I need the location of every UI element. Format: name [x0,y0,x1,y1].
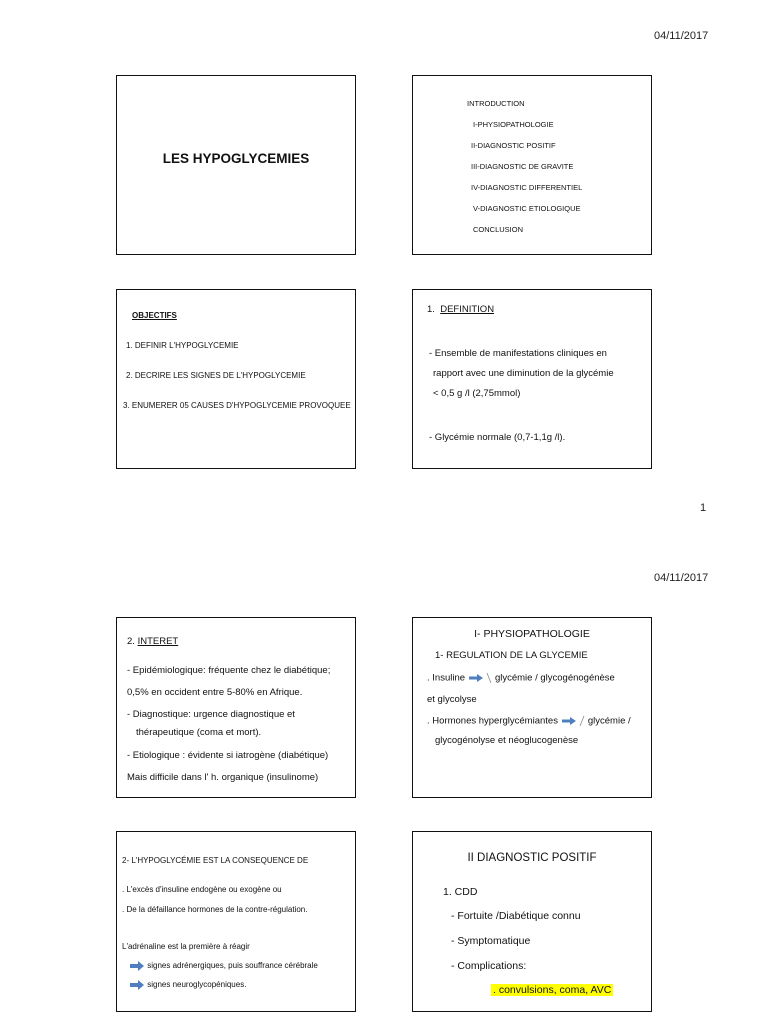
slide-interet [116,617,356,798]
physio-heading: I- PHYSIOPATHOLOGIE [474,628,590,640]
slide-physiopathologie [412,617,652,798]
interet-number: 2. [127,636,135,647]
physio-insulin-cont: et glycolyse [427,694,477,705]
bullet-text: signes adrénergiques, puis souffrance cérébrale [147,961,318,971]
objectif-item: 3. ENUMERER 05 CAUSES D'HYPOGLYCEMIE PROVOQUEE [123,401,351,410]
outline-item: V-DIAGNOSTIC ETIOLOGIQUE [473,204,581,213]
slide-definition [412,289,652,469]
slide-diagnostic-positif [412,831,652,1012]
interet-line: thérapeutique (coma et mort). [136,727,262,738]
page-date: 04/11/2017 [654,30,709,42]
diagnostic-highlight [491,984,613,997]
diagnostic-item: 1. CDD [443,886,478,898]
arrow-right-icon [129,960,145,972]
interet-line: - Epidémiologique: fréquente chez le diabétique; [127,665,331,676]
diagnostic-item: - Complications: [451,960,527,972]
interet-line: - Diagnostique: urgence diagnostique et [127,709,295,720]
physio-insulin-line [427,672,615,684]
slide-consequence [116,831,356,1012]
insulin-label: . Insuline [427,672,466,684]
consequence-line: L'adrénaline est la première à réagir [122,942,250,951]
physio-hormones-line [427,715,631,727]
definition-number: 1. [427,304,435,315]
physio-hormones-cont: glycogénolyse et néoglucogenèse [435,735,579,746]
slide-title [116,75,356,255]
bullet-text: signes neuroglycopéniques. [147,980,247,990]
objectif-item: 1. DEFINIR L'HYPOGLYCEMIE [126,341,239,350]
consequence-heading: 2- L'HYPOGLYCÉMIE EST LA CONSEQUENCE DE [122,856,309,865]
definition-heading [427,304,494,315]
interet-line: 0,5% en occident entre 5-80% en Afrique. [127,687,303,698]
arrow-right-icon [468,673,484,683]
diagnostic-heading: II DIAGNOSTIC POSITIF [467,852,597,864]
outline-item: CONCLUSION [473,225,524,234]
arrow-right-icon [129,979,145,991]
objectifs-heading: OBJECTIFS [132,311,177,320]
interet-line: Mais difficile dans l' h. organique (insulinome) [127,772,319,783]
decrease-icon [486,672,492,684]
definition-title: DEFINITION [440,304,495,315]
definition-line: rapport avec une diminution de la glycémie [433,368,614,379]
hormones-label: . Hormones hyperglycémiantes [427,715,558,727]
outline-item: III-DIAGNOSTIC DE GRAVITE [471,162,574,171]
outline-item: INTRODUCTION [467,99,525,108]
slide-outline [412,75,652,255]
diagnostic-item: - Symptomatique [451,935,531,947]
definition-line: - Ensemble de manifestations cliniques en [429,348,607,359]
hormones-text: glycémie / [587,715,631,727]
insulin-text: glycémie / glycogénogénèse [494,672,615,684]
arrow-right-icon [561,716,577,726]
consequence-bullet [129,979,246,991]
page-number: 1 [700,502,707,514]
interet-title: INTERET [137,636,179,647]
objectif-item: 2. DECRIRE LES SIGNES DE L'HYPOGLYCEMIE [126,371,306,380]
highlighted-text: . convulsions, coma, AVC [493,984,612,996]
interet-line: - Etiologique : évidente si iatrogène (diabétique) [127,750,329,761]
diagnostic-item: - Fortuite /Diabétique connu [451,910,581,922]
outline-item: I-PHYSIOPATHOLOGIE [473,120,554,129]
slide-objectifs [116,289,356,469]
consequence-line: . De la défaillance hormones de la contre-régulation. [122,905,308,914]
consequence-line: . L'excès d'insuline endogène ou exogène ou [122,885,282,894]
outline-item: IV-DIAGNOSTIC DIFFERENTIEL [471,183,583,192]
increase-icon [579,715,585,727]
page-date: 04/11/2017 [654,572,709,584]
slide-title-text: LES HYPOGLYCEMIES [162,151,310,166]
interet-heading [127,636,178,647]
definition-line: < 0,5 g /l (2,75mmol) [433,388,521,399]
physio-subheading: 1- REGULATION DE LA GLYCEMIE [435,650,588,661]
consequence-bullet [129,960,318,972]
outline-item: II-DIAGNOSTIC POSITIF [471,141,556,150]
definition-line: - Glycémie normale (0,7-1,1g /l). [429,432,566,443]
